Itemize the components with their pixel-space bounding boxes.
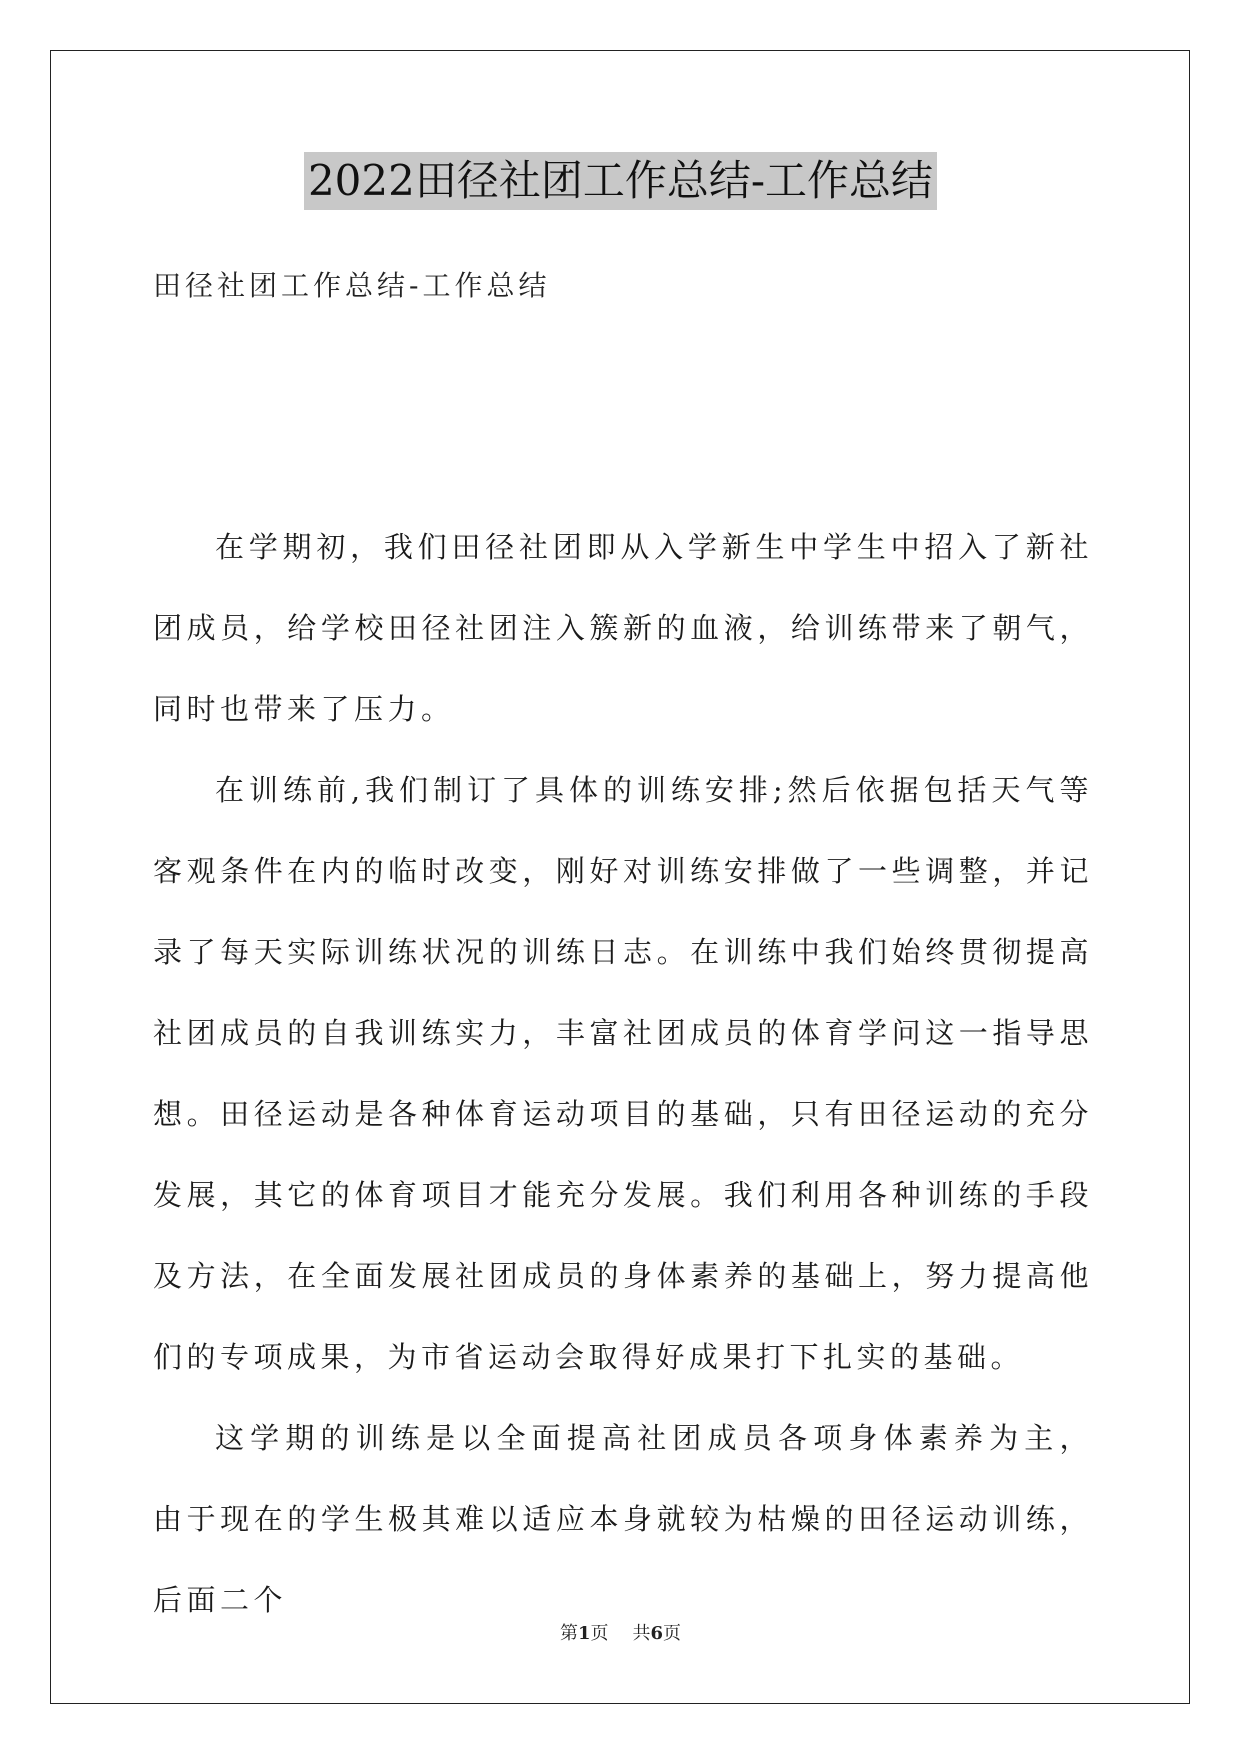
document-title: 2022田径社团工作总结-工作总结 — [304, 152, 937, 210]
page-footer — [0, 1622, 1241, 1646]
paragraph-2: 在训练前,我们制订了具体的训练安排;然后依据包括天气等客观条件在内的临时改变，刚好对训练安排做了一些调整，并记录了每天实际训练状况的训练日志。在训练中我们始终贯彻提高社团成员的自我训练实力，丰富社团成员的体育学问这一指导思想。田径运动是各种体育运动项目的基础，只有田径运动的充分发展，其它的体育项目才能充分发展。我们利用各种训练的手段及方法，在全面发展社团成员的身体素养的基础上，努力提高他们的专项成果，为市省运动会取得好成果打下扎实的基础。 — [153, 773, 1093, 1374]
paragraph-1: 在学期初，我们田径社团即从入学新生中学生中招入了新社团成员，给学校田径社团注入簇新的血液，给训练带来了朝气，同时也带来了压力。 — [153, 530, 1093, 726]
title-container — [0, 152, 1241, 210]
page-total: 6 — [650, 1623, 664, 1644]
document-subtitle: 田径社团工作总结-工作总结 — [153, 269, 551, 302]
paragraph-3: 这学期的训练是以全面提高社团成员各项身体素养为主， 由于现在的学生极其难以适应本身就较为枯燥的田径运动训练，后面二个 — [153, 1421, 1093, 1617]
total-suffix: 页 — [663, 1623, 682, 1644]
page-suffix: 页 — [590, 1623, 609, 1644]
page-current: 1 — [577, 1623, 591, 1644]
total-prefix: 共 — [632, 1623, 651, 1644]
page-prefix: 第 — [559, 1623, 578, 1644]
document-body — [153, 507, 1093, 1641]
